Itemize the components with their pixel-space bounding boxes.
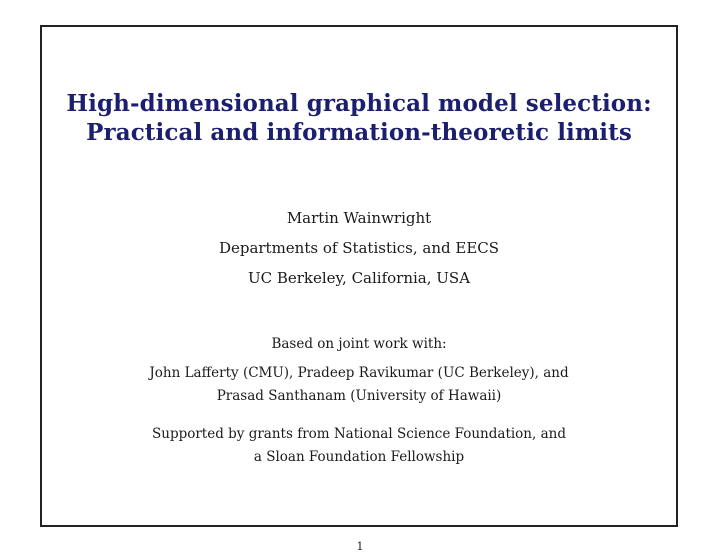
collaborators: [42, 362, 676, 408]
title-line-2: Practical and information-theoretic limits: [86, 119, 632, 146]
page-number: 1: [356, 540, 364, 553]
support-line-1: Supported by grants from National Science Foundation, and: [152, 426, 566, 442]
slide-title: [42, 89, 676, 147]
collaborators-line-1: John Lafferty (CMU), Pradeep Ravikumar (UC Berkeley), and: [149, 365, 569, 381]
support-line-2: a Sloan Foundation Fellowship: [253, 449, 465, 465]
author-institution: UC Berkeley, California, USA: [247, 269, 471, 287]
author-block: [42, 203, 676, 293]
author-name: Martin Wainwright: [286, 209, 432, 227]
collaborators-line-2: Prasad Santhanam (University of Hawaii): [216, 388, 502, 404]
slide-frame: [40, 25, 678, 527]
funding-acknowledgement: [42, 423, 676, 469]
author-department: Departments of Statistics, and EECS: [218, 239, 500, 257]
title-line-1: High-dimensional graphical model selection:: [66, 90, 652, 117]
collab-heading: Based on joint work with:: [271, 336, 447, 352]
